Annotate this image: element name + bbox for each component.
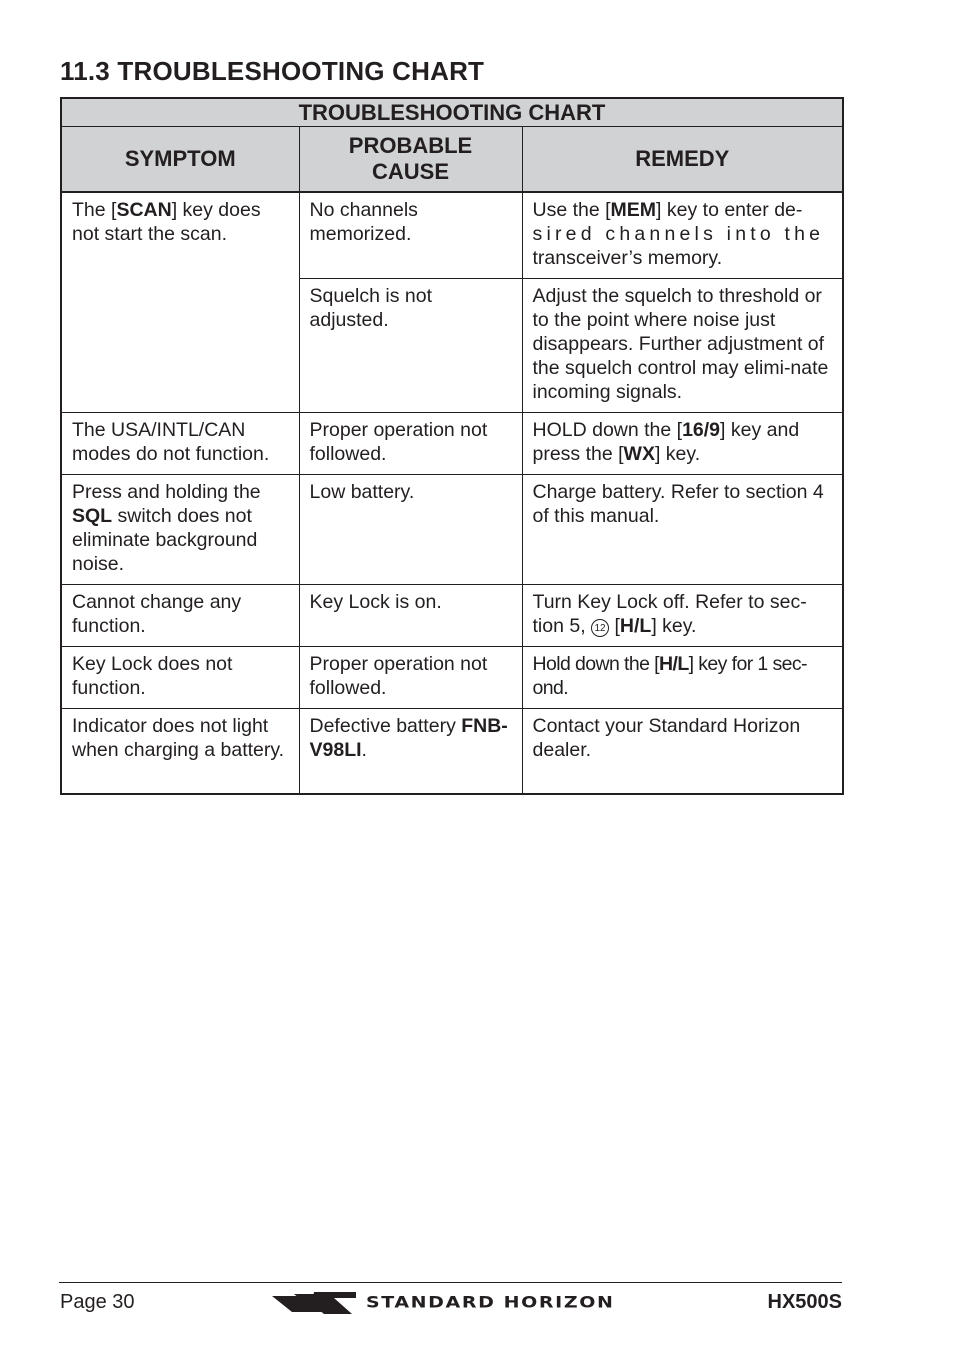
circled-number-icon: 12 [591, 619, 609, 637]
brand-name: STANDARD HORIZON [366, 1293, 615, 1312]
remedy-cell [522, 647, 843, 709]
battery-model: FNB-V98LI [309, 715, 508, 761]
symptom-cell: The USA/INTL/CAN modes do not function. [61, 413, 299, 475]
key-name: SQL [72, 505, 113, 527]
symptom-cell [61, 475, 299, 585]
header-cause-line1: PROBABLE [348, 133, 473, 158]
key-name: MEM [610, 199, 657, 221]
cause-cell: Proper operation not followed. [299, 413, 522, 475]
remedy-text: ] key to enter de- [656, 199, 803, 221]
remedy-cell: Contact your Standard Horizon dealer. [522, 709, 843, 794]
remedy-cell: Adjust the squelch to threshold or to the point where noise just disappears. Further adjustment of the squelch control may elimi-nate incoming signals. [522, 279, 843, 413]
table-row [61, 413, 843, 475]
remedy-text: Turn Key Lock off. Refer to sec-tion 5, [532, 591, 807, 637]
cause-cell: Proper operation not followed. [299, 647, 522, 709]
cause-cell: Key Lock is on. [299, 585, 522, 647]
footer-divider [59, 1282, 842, 1283]
cause-cell [299, 709, 522, 794]
symptom-cell: Key Lock does not function. [61, 647, 299, 709]
table-row [61, 475, 843, 585]
symptom-cell [61, 192, 299, 413]
symptom-text: switch does not eliminate background noise. [72, 505, 258, 575]
key-name: H/L [619, 615, 652, 637]
remedy-text: Hold down the [ [532, 653, 660, 675]
header-remedy: REMEDY [522, 127, 843, 193]
key-name: WX [623, 443, 655, 465]
remedy-text: [ [609, 615, 620, 637]
cause-cell: No channels memorized. [299, 192, 522, 279]
remedy-cell [522, 192, 843, 279]
cause-text: . [361, 739, 367, 761]
brand-wings-icon [272, 1290, 362, 1318]
symptom-text: ] key does not start the scan. [72, 199, 261, 245]
header-probable-cause [299, 127, 522, 193]
model-name: HX500S [767, 1291, 842, 1313]
remedy-text: transceiver’s memory. [532, 247, 723, 269]
remedy-text: HOLD down the [ [532, 419, 683, 441]
remedy-cell [522, 585, 843, 647]
table-row [61, 647, 843, 709]
table-title-row [61, 98, 843, 127]
remedy-text: ] key. [654, 443, 701, 465]
symptom-text: The [ [72, 199, 117, 221]
cause-text: Defective battery [309, 715, 462, 737]
symptom-cell: Cannot change any function. [61, 585, 299, 647]
page-number: Page 30 [60, 1291, 135, 1313]
key-name: 16/9 [682, 419, 721, 441]
remedy-cell: Charge battery. Refer to section 4 of this manual. [522, 475, 843, 585]
symptom-cell: Indicator does not light when charging a battery. [61, 709, 299, 794]
table-title: TROUBLESHOOTING CHART [61, 98, 843, 127]
remedy-text: ] key and press the [ [532, 419, 800, 465]
table-header-row [61, 127, 843, 193]
table-row [61, 709, 843, 794]
remedy-text: ] key for 1 sec-ond. [532, 653, 807, 699]
brand-logo [272, 1290, 632, 1318]
symptom-text: Press and holding the [72, 481, 261, 503]
header-symptom: SYMPTOM [61, 127, 299, 193]
remedy-text: sired channels into the [532, 223, 825, 245]
remedy-text: Use the [ [532, 199, 611, 221]
remedy-text: ] key. [651, 615, 697, 637]
table-row [61, 192, 843, 279]
cause-cell: Squelch is not adjusted. [299, 279, 522, 413]
cause-cell: Low battery. [299, 475, 522, 585]
key-name: H/L [659, 653, 689, 675]
key-name: SCAN [116, 199, 172, 221]
section-title: 11.3 TROUBLESHOOTING CHART [60, 56, 485, 86]
remedy-cell [522, 413, 843, 475]
header-cause-line2: CAUSE [371, 159, 449, 184]
troubleshooting-table [60, 97, 844, 795]
table-row [61, 585, 843, 647]
